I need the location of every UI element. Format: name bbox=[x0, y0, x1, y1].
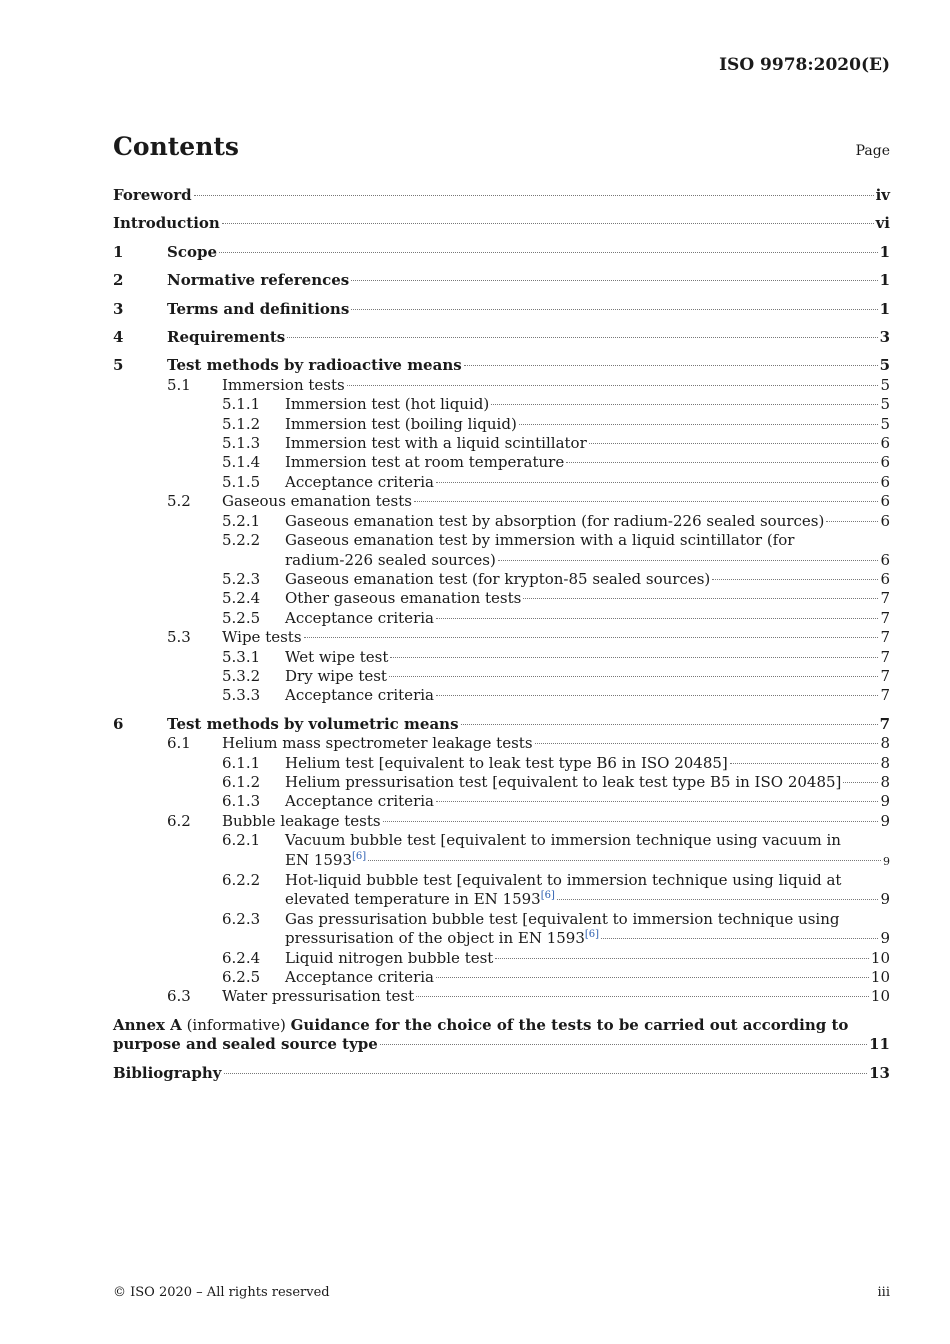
toc-page-number: 5 bbox=[880, 414, 890, 433]
toc-entry-number: 2 bbox=[113, 271, 124, 290]
toc-entry-bibliography[interactable] bbox=[113, 1064, 890, 1083]
dot-leader bbox=[351, 309, 877, 310]
dot-leader bbox=[557, 899, 879, 900]
toc-entry-5-1-1[interactable] bbox=[113, 395, 890, 414]
toc-entry-number: 5.3 bbox=[167, 628, 191, 647]
toc-page-number: 9 bbox=[880, 811, 890, 830]
toc-entry-title: Helium pressurisation test [equivalent to leak test type B5 in ISO 20485] bbox=[285, 772, 842, 791]
dot-leader bbox=[224, 1073, 868, 1074]
toc-entry-title: Helium test [equivalent to leak test type B6 in ISO 20485] bbox=[285, 753, 728, 772]
toc-entry-clause-3[interactable] bbox=[113, 300, 890, 319]
toc-page-number: 9 bbox=[880, 792, 890, 811]
toc-entry-5-2-2[interactable] bbox=[113, 531, 890, 570]
toc-entry-title-line2: purpose and sealed source type bbox=[113, 1035, 378, 1054]
toc-entry-title-line1 bbox=[113, 1016, 890, 1035]
toc-entry-6-2-4[interactable] bbox=[113, 949, 890, 968]
toc-page-number: 10 bbox=[870, 948, 890, 967]
toc-page-number: 10 bbox=[870, 987, 890, 1006]
toc-entry-6-2[interactable] bbox=[113, 812, 890, 831]
toc-entry-title-text: pressurisation of the object in EN 1593 bbox=[285, 929, 585, 948]
toc-entry-title-line2 bbox=[285, 890, 555, 909]
toc-page-number: 6 bbox=[880, 472, 890, 491]
toc-entry-6-3[interactable] bbox=[113, 987, 890, 1006]
toc-entry-title: Acceptance criteria bbox=[285, 472, 434, 491]
toc-entry-title: Immersion tests bbox=[222, 375, 345, 394]
toc-page-number: 6 bbox=[880, 550, 890, 569]
dot-leader bbox=[304, 637, 879, 638]
dot-leader bbox=[383, 821, 879, 822]
dot-leader bbox=[461, 724, 878, 725]
annex-informative-label: (informative) bbox=[186, 1015, 286, 1034]
toc-entry-number: 5.2 bbox=[167, 492, 191, 511]
toc-entry-annex-a[interactable] bbox=[113, 1016, 890, 1055]
toc-entry-title: Immersion test (boiling liquid) bbox=[285, 414, 517, 433]
footer-page-number: iii bbox=[877, 1285, 890, 1300]
toc-entry-title: Introduction bbox=[113, 214, 220, 233]
toc-entry-number: 5.2.1 bbox=[222, 511, 261, 530]
toc-entry-number: 6.2.1 bbox=[222, 831, 261, 850]
dot-leader bbox=[436, 977, 869, 978]
page-column-label: Page bbox=[855, 143, 890, 159]
toc-page-number: 7 bbox=[880, 647, 890, 666]
toc-entry-5-1[interactable] bbox=[113, 376, 890, 395]
toc-entry-5-3-1[interactable] bbox=[113, 648, 890, 667]
toc-entry-number: 3 bbox=[113, 299, 124, 318]
dot-leader bbox=[519, 424, 879, 425]
toc-entry-number: 5.2.2 bbox=[222, 531, 261, 550]
toc-entry-title: Dry wipe test bbox=[285, 666, 387, 685]
dot-leader bbox=[523, 598, 878, 599]
toc-entry-title: Gaseous emanation test (for krypton-85 sealed sources) bbox=[285, 569, 711, 588]
toc-entry-title-line1: Gaseous emanation test by immersion with a liquid scintillator (for bbox=[285, 531, 795, 550]
toc-entry-title: Requirements bbox=[167, 328, 286, 347]
toc-entry-number: 6.2 bbox=[167, 811, 191, 830]
toc-page-number: 10 bbox=[870, 968, 890, 987]
toc-entry-title: Wet wipe test bbox=[285, 647, 389, 666]
toc-entry-number: 6.3 bbox=[167, 987, 191, 1006]
toc-entry-title: Bibliography bbox=[113, 1063, 222, 1082]
toc-entry-5-2-1[interactable] bbox=[113, 512, 890, 531]
toc-page-number: 8 bbox=[880, 753, 890, 772]
toc-entry-title-line1: Hot-liquid bubble test [equivalent to immersion technique using liquid at bbox=[285, 871, 842, 889]
toc-entry-title: Acceptance criteria bbox=[285, 608, 434, 627]
dot-leader bbox=[843, 782, 878, 783]
toc-entry-number: 6.1.2 bbox=[222, 772, 261, 791]
toc-entry-6-2-2[interactable] bbox=[113, 871, 890, 910]
toc-entry-5-2[interactable] bbox=[113, 492, 890, 511]
toc-entry-5-2-5[interactable] bbox=[113, 609, 890, 628]
toc-entry-title: Other gaseous emanation tests bbox=[285, 589, 522, 608]
dot-leader bbox=[219, 252, 878, 253]
toc-entry-5-3-3[interactable] bbox=[113, 686, 890, 705]
dot-leader bbox=[566, 462, 878, 463]
dot-leader bbox=[368, 860, 881, 861]
toc-entry-6-2-3[interactable] bbox=[113, 910, 890, 949]
dot-leader bbox=[414, 501, 879, 502]
dot-leader bbox=[416, 996, 869, 997]
annex-label: Annex A bbox=[113, 1015, 182, 1034]
dot-leader bbox=[601, 938, 878, 939]
dot-leader bbox=[589, 443, 879, 444]
dot-leader bbox=[351, 280, 877, 281]
toc-entry-number: 5.2.5 bbox=[222, 608, 261, 627]
toc-entry-title: Terms and definitions bbox=[167, 299, 350, 318]
dot-leader bbox=[436, 695, 878, 696]
toc-page-number: 5 bbox=[879, 356, 890, 375]
toc-entry-number: 6.2.2 bbox=[222, 871, 261, 889]
dot-leader bbox=[491, 404, 878, 405]
dot-leader bbox=[495, 958, 869, 959]
toc-entry-title: Immersion test at room temperature bbox=[285, 453, 565, 472]
dot-leader bbox=[347, 385, 879, 386]
toc-entry-5-1-5[interactable] bbox=[113, 473, 890, 492]
toc-page-number: 6 bbox=[880, 492, 890, 511]
dot-leader bbox=[712, 579, 878, 580]
toc-entry-clause-6[interactable] bbox=[113, 715, 890, 734]
toc-page-number: 1 bbox=[879, 242, 890, 261]
toc-entry-title: Test methods by radioactive means bbox=[167, 356, 462, 375]
toc-entry-6-1-1[interactable] bbox=[113, 754, 890, 773]
dot-leader bbox=[287, 337, 877, 338]
toc-page-number: 7 bbox=[880, 589, 890, 608]
toc-entry-clause-2[interactable] bbox=[113, 271, 890, 290]
toc-entry-title: Wipe tests bbox=[222, 628, 302, 647]
toc-page-number: 8 bbox=[880, 734, 890, 753]
toc-page-number: 7 bbox=[879, 714, 890, 733]
toc-entry-number: 1 bbox=[113, 242, 124, 261]
dot-leader bbox=[390, 657, 878, 658]
toc-entry-title: Immersion test with a liquid scintillator bbox=[285, 434, 587, 453]
toc-page-number: 9 bbox=[883, 854, 890, 868]
toc-entry-5-3[interactable] bbox=[113, 628, 890, 647]
table-of-contents bbox=[113, 186, 890, 1083]
toc-page-number: 6 bbox=[880, 453, 890, 472]
toc-entry-6-1[interactable] bbox=[113, 734, 890, 753]
toc-page-number: 7 bbox=[880, 666, 890, 685]
dot-leader bbox=[380, 1044, 867, 1045]
toc-page-number: 3 bbox=[879, 328, 890, 347]
toc-entry-title: Acceptance criteria bbox=[285, 792, 434, 811]
page-title: Contents bbox=[113, 132, 240, 161]
toc-page-number: vi bbox=[875, 214, 890, 233]
toc-entry-5-1-4[interactable] bbox=[113, 453, 890, 472]
toc-page-number: 7 bbox=[880, 628, 890, 647]
toc-entry-title: Foreword bbox=[113, 186, 192, 204]
toc-page-number: 6 bbox=[880, 434, 890, 453]
toc-entry-introduction[interactable] bbox=[113, 214, 890, 233]
reference-link[interactable]: [6] bbox=[352, 850, 367, 862]
toc-entry-number: 5.3.3 bbox=[222, 686, 261, 705]
toc-entry-number: 5.1.1 bbox=[222, 395, 261, 414]
toc-entry-number: 6.2.3 bbox=[222, 909, 261, 928]
toc-page-number: 1 bbox=[879, 299, 890, 318]
toc-entry-number: 5.2.3 bbox=[222, 569, 261, 588]
toc-entry-title: Gaseous emanation tests bbox=[222, 492, 412, 511]
toc-entry-6-1-3[interactable] bbox=[113, 792, 890, 811]
toc-entry-number: 6.1.3 bbox=[222, 792, 261, 811]
toc-entry-title-line2 bbox=[285, 851, 366, 870]
toc-page-number: 6 bbox=[880, 511, 890, 530]
toc-entry-title: Scope bbox=[167, 242, 218, 261]
dot-leader bbox=[194, 195, 874, 196]
toc-entry-clause-5[interactable] bbox=[113, 356, 890, 375]
toc-entry-title-text: elevated temperature in EN 1593 bbox=[285, 890, 541, 909]
toc-entry-6-2-1[interactable] bbox=[113, 831, 890, 871]
toc-page-number: 9 bbox=[880, 929, 890, 948]
toc-entry-number: 6.2.4 bbox=[222, 948, 261, 967]
annex-title-line1: Guidance for the choice of the tests to be carried out according to bbox=[290, 1015, 849, 1034]
toc-entry-5-2-4[interactable] bbox=[113, 589, 890, 608]
toc-page-number: 7 bbox=[880, 686, 890, 705]
toc-page-number: iv bbox=[875, 186, 890, 204]
toc-page-number: 7 bbox=[880, 608, 890, 627]
toc-entry-number: 5.1.4 bbox=[222, 453, 261, 472]
toc-entry-title-line1: Gas pressurisation bubble test [equivalent to immersion technique using bbox=[285, 909, 840, 928]
dot-leader bbox=[436, 482, 878, 483]
toc-entry-5-1-2[interactable] bbox=[113, 415, 890, 434]
toc-page-number: 1 bbox=[879, 271, 890, 290]
toc-entry-number: 5.1.5 bbox=[222, 472, 261, 491]
toc-entry-number: 5.3.2 bbox=[222, 666, 261, 685]
reference-link[interactable]: [6] bbox=[540, 890, 555, 902]
dot-leader bbox=[535, 743, 879, 744]
reference-link[interactable]: [6] bbox=[584, 929, 600, 941]
dot-leader bbox=[222, 223, 874, 224]
dot-leader bbox=[826, 521, 878, 522]
toc-entry-title: Bubble leakage tests bbox=[222, 811, 381, 830]
toc-page-number: 5 bbox=[880, 375, 890, 394]
toc-entry-title-line1: Vacuum bubble test [equivalent to immersion technique using vacuum in bbox=[285, 831, 841, 850]
toc-entry-clause-4[interactable] bbox=[113, 328, 890, 347]
dot-leader bbox=[730, 763, 879, 764]
toc-entry-title: Helium mass spectrometer leakage tests bbox=[222, 734, 533, 753]
toc-entry-number: 5.2.4 bbox=[222, 589, 261, 608]
dot-leader bbox=[436, 618, 878, 619]
toc-entry-title: Gaseous emanation test by absorption (for radium-226 sealed sources) bbox=[285, 511, 825, 530]
toc-entry-title: Acceptance criteria bbox=[285, 968, 434, 987]
toc-entry-number: 6.2.5 bbox=[222, 968, 261, 987]
dot-leader bbox=[498, 560, 879, 561]
footer-copyright: © ISO 2020 – All rights reserved bbox=[113, 1285, 330, 1300]
toc-page-number: 6 bbox=[880, 569, 890, 588]
dot-leader bbox=[436, 801, 878, 802]
toc-entry-number: 5.1.2 bbox=[222, 414, 261, 433]
toc-entry-title: Water pressurisation test bbox=[222, 987, 415, 1006]
toc-entry-title: Immersion test (hot liquid) bbox=[285, 395, 490, 414]
dot-leader bbox=[464, 365, 878, 366]
toc-entry-5-2-3[interactable] bbox=[113, 570, 890, 589]
toc-page-number: 11 bbox=[869, 1035, 890, 1054]
toc-entry-5-1-3[interactable] bbox=[113, 434, 890, 453]
toc-entry-number: 6.1.1 bbox=[222, 753, 261, 772]
toc-entry-6-1-2[interactable] bbox=[113, 773, 890, 792]
toc-page-number: 9 bbox=[880, 890, 890, 909]
toc-entry-title: Liquid nitrogen bubble test bbox=[285, 948, 494, 967]
toc-entry-title: Normative references bbox=[167, 271, 350, 290]
toc-entry-title-line2 bbox=[285, 929, 599, 948]
toc-entry-foreword[interactable] bbox=[113, 186, 890, 205]
toc-page-number: 13 bbox=[869, 1063, 890, 1082]
toc-entry-number: 6.1 bbox=[167, 734, 191, 753]
toc-entry-6-2-5[interactable] bbox=[113, 968, 890, 987]
toc-entry-number: 5 bbox=[113, 356, 124, 375]
toc-entry-number: 5.3.1 bbox=[222, 647, 261, 666]
toc-page-number: 8 bbox=[880, 772, 890, 791]
toc-entry-5-3-2[interactable] bbox=[113, 667, 890, 686]
toc-entry-number: 5.1 bbox=[167, 375, 191, 394]
document-id: ISO 9978:2020(E) bbox=[719, 55, 890, 75]
toc-entry-title-text: EN 1593 bbox=[285, 850, 353, 869]
toc-entry-number: 6 bbox=[113, 714, 124, 733]
toc-entry-clause-1[interactable] bbox=[113, 243, 890, 262]
toc-entry-title: Acceptance criteria bbox=[285, 686, 434, 705]
toc-entry-number: 4 bbox=[113, 328, 124, 347]
dot-leader bbox=[389, 676, 879, 677]
toc-entry-title-line2: radium-226 sealed sources) bbox=[285, 550, 496, 569]
toc-entry-title: Test methods by volumetric means bbox=[167, 714, 459, 733]
toc-page-number: 5 bbox=[880, 395, 890, 414]
toc-entry-number: 5.1.3 bbox=[222, 434, 261, 453]
